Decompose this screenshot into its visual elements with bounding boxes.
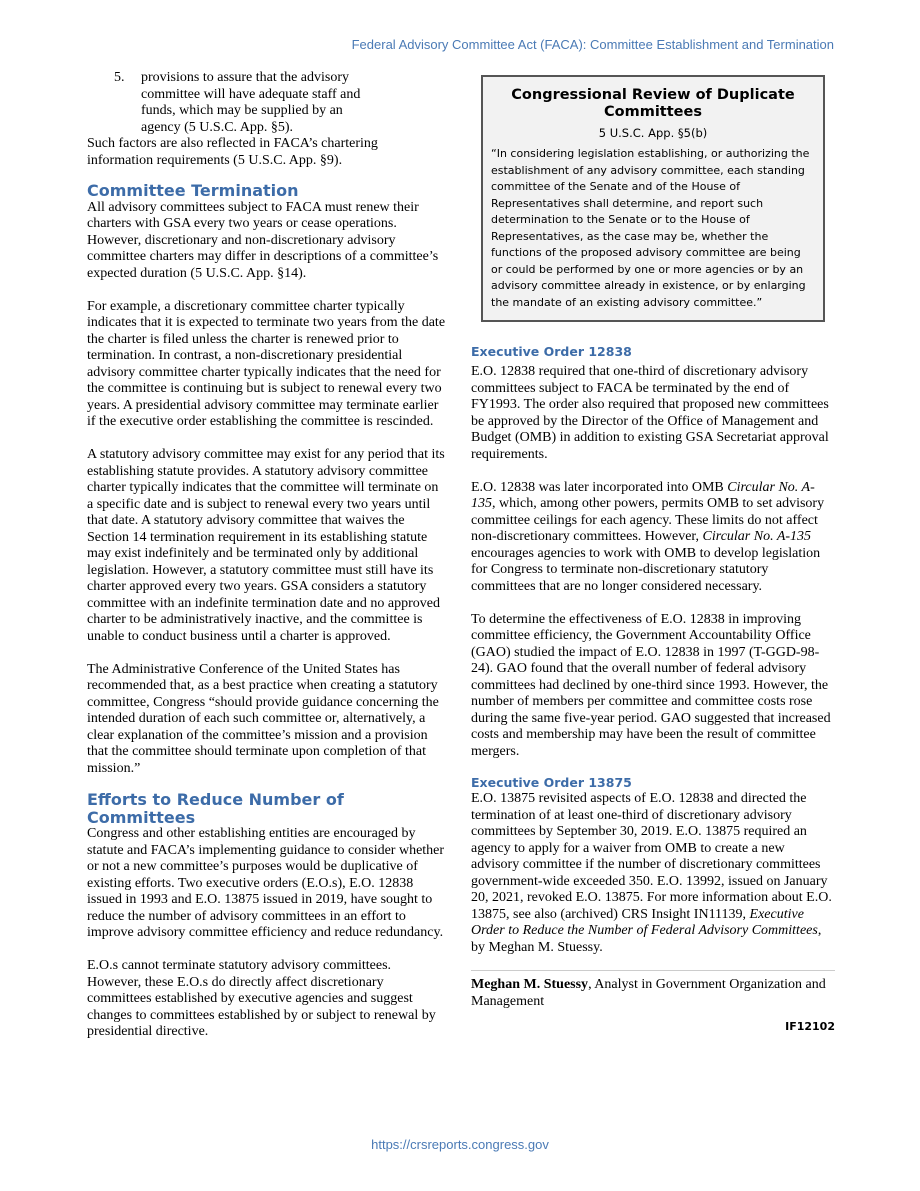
heading-eo-13875: Executive Order 13875 xyxy=(471,775,632,790)
heading-efforts-to-reduce: Efforts to Reduce Number of Committees xyxy=(87,790,344,827)
termination-paragraph-4: The Administrative Conference of the United States has recommended that, as a best practice when creating a statutory committee, Congress “should provide guidance concerning the intended duration of each such committee or, alternatively, a clear explanation of the committee’s mission and a provision that the committee should terminate upon completion of that mission.” xyxy=(87,661,439,776)
numbered-item-5 xyxy=(114,70,364,136)
eo12838-paragraph-1: E.O. 12838 required that one-third of discretionary advisory committees subject to FACA be terminated by the end of FY1993. The order also required that proposed new committees be approved by the Director of the Office of Management and Budget (OMB) in addition to existing GSA Secretariat approval requirements. xyxy=(471,364,829,462)
sidebar-box xyxy=(481,75,825,322)
running-header: Federal Advisory Committee Act (FACA): Committee Establishment and Termination xyxy=(351,37,834,52)
circular-a135-ref: Circular No. A-135 xyxy=(702,529,812,544)
heading-committee-termination: Committee Termination xyxy=(87,181,299,200)
chartering-paragraph: Such factors are also reflected in FACA’s chartering information requirements (5 U.S.C. App. §9). xyxy=(87,136,378,168)
author-name: Meghan M. Stuessy xyxy=(471,977,589,992)
product-code: IF12102 xyxy=(785,1020,835,1033)
author-divider xyxy=(471,970,835,971)
sidebar-quote: “In considering legislation establishing, or authorizing the establishment of any advisory committee, each standing committee of the Senate and of the House of Representatives shall determine, and report such determination to the Senate or to the House of Representatives, as the case may be, whether the functions of the proposed advisory committee are being or could be performed by one or more agencies or by an advisory committee already in existence, or by enlarging the mandate of an existing advisory committee.” xyxy=(491,147,810,309)
termination-paragraph-3: A statutory advisory committee may exist for any period that its establishing statute provides. A statutory advisory committee charter typically indicates that the committee will terminate on a specific date and is subject to renewal every two years until that date. A statutory advisory committee that waives the Section 14 termination requirement in its establishing statute may exist indefinitely and be terminated only by additional legislation. However, a statutory committee must still have its charter approved every two years. GSA considers a statutory committee with an indefinite termination date and no approved charter to be administratively inactive, and the committee is unable to conduct business until a charter is approved. xyxy=(87,447,445,644)
eo13875-paragraph: E.O. 13875 revisited aspects of E.O. 12838 and directed the termination of at least one-third of discretionary advisory committees by September 30, 2019. E.O. 13875 required an agency to apply for a waiver from OMB to create a new advisory committee if the number of discretionary committees government-wide exceeded 350. E.O. 13992, issued on January 20, 2021, revoked E.O. 13875. For more information about E.O. 13875, see also (archived) CRS Insight IN11139, Executive Order to Reduce the Number of Federal Advisory Committees, by Meghan M. Stuessy. xyxy=(471,791,832,955)
insight-title: Executive Order to Reduce the Number of Federal Advisory Committees xyxy=(471,906,818,938)
author-line xyxy=(471,977,835,1010)
right-column xyxy=(471,70,835,1033)
item-text: provisions to assure that the advisory committee will have adequate staff and funds, which may be supplied by an agency (5 U.S.C. App. §5). xyxy=(141,70,361,135)
termination-paragraph-2: For example, a discretionary committee charter typically indicates that it is expected to terminate two years from the date the charter is filed unless the charter is renewed prior to termination. In contrast, a non-discretionary presidential advisory committee charter typically indicates that the need for the committee is continuing but is subject to renewal every two years. A presidential advisory committee may terminate earlier if the executive order establishing the committee is rescinded. xyxy=(87,298,446,429)
footer-url[interactable]: https://crsreports.congress.gov xyxy=(371,1137,549,1152)
termination-paragraph-1: All advisory committees subject to FACA must renew their charters with GSA every two years or cease operations. However, discretionary and non-discretionary advisory committee charters may differ in descriptions of a committee’s expected duration (5 U.S.C. App. §14). xyxy=(87,199,439,281)
item-number: 5. xyxy=(114,70,125,85)
efforts-paragraph-2: E.O.s cannot terminate statutory advisory committees. However, these E.O.s do directly affect discretionary committees established by executive agencies and suggest changes to committees established by or subject to renewal by presidential directive. xyxy=(87,958,436,1039)
sidebar-title: Congressional Review of Duplicate Committees xyxy=(511,87,795,120)
heading-eo-12838: Executive Order 12838 xyxy=(471,344,632,359)
circular-a135-link: Circular No. A-135 xyxy=(471,479,815,511)
author-role: , Analyst in Government Organization and Management xyxy=(471,977,826,1009)
eo12838-paragraph-2: E.O. 12838 was later incorporated into OMB Circular No. A-135, which, among other powers, permits OMB to set advisory committee ceilings for each agency. These limits do not affect non-discretionary committees. However, Circular No. A-135 encourages agencies to work with OMB to develop legislation for Congress to terminate non-discretionary statutory committees that are no longer considered necessary. xyxy=(471,479,825,594)
sidebar-citation: 5 U.S.C. App. §5(b) xyxy=(598,126,708,140)
eo12838-paragraph-3: To determine the effectiveness of E.O. 12838 in improving committee efficiency, the Government Accountability Office (GAO) studied the impact of E.O. 12838 in 1997 (T-GGD-98-24). GAO found that the overall number of federal advisory committees had declined by one-third since 1993. However, the number of members per committee and committee costs rose during the same five-year period. GAO suggested that increased costs and membership may have been the result of committee mergers. xyxy=(471,611,831,759)
efforts-paragraph-1: Congress and other establishing entities are encouraged by statute and FACA’s implementing guidance to consider whether or not a new committee’s purposes would be duplicative of existing efforts. Two executive orders (E.O.s), E.O. 12838 issued in 1993 and E.O. 13875 issued in 2019, have sought to reduce the number of advisory committees in an effort to improve advisory committee efficiency and reduce redundancy. xyxy=(87,826,445,940)
left-column xyxy=(87,70,447,1041)
